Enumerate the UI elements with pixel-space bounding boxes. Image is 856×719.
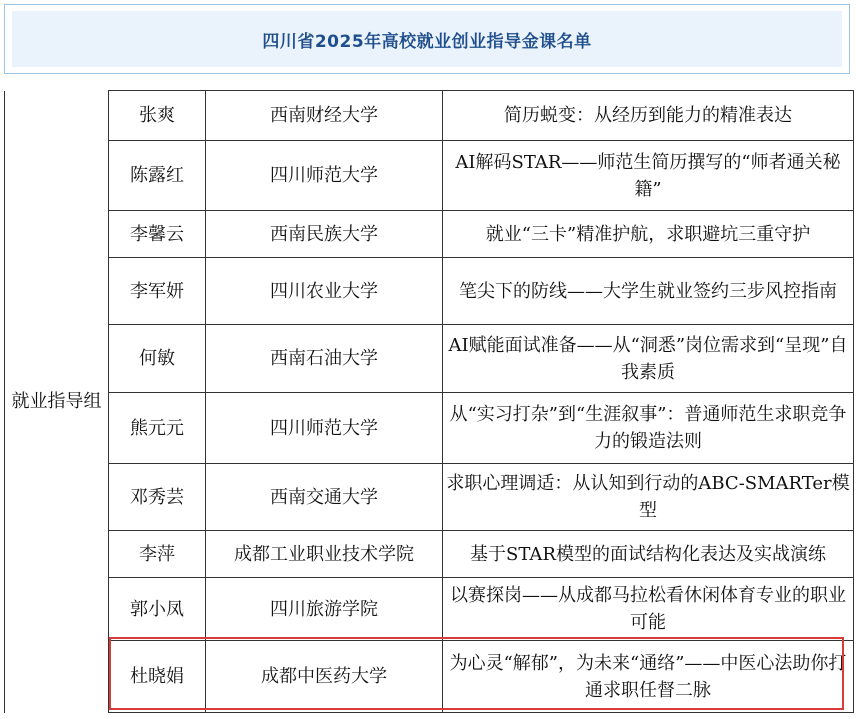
school-cell: 四川师范大学: [206, 393, 443, 464]
name-cell: 杜晓娟: [109, 641, 206, 713]
name-cell: 邓秀芸: [109, 464, 206, 531]
name-cell: 郭小凤: [109, 578, 206, 641]
topic-cell: 就业“三卡”精准护航，求职避坑三重守护: [443, 211, 854, 258]
topic-cell: 为心灵“解郁”，为未来“通络”——中医心法助你打通求职任督二脉: [443, 641, 854, 713]
topic-cell: 笔尖下的防线——大学生就业签约三步风控指南: [443, 258, 854, 325]
name-cell: 李萍: [109, 531, 206, 578]
school-cell: 西南交通大学: [206, 464, 443, 531]
name-cell: 何敏: [109, 325, 206, 393]
table-row: [5, 578, 854, 641]
table-row: [5, 464, 854, 531]
table-row: [5, 531, 854, 578]
group-cell: [5, 91, 109, 713]
topic-cell: AI解码STAR——师范生简历撰写的“师者通关秘籍”: [443, 141, 854, 211]
topic-cell: 基于STAR模型的面试结构化表达及实战演练: [443, 531, 854, 578]
topic-cell: AI赋能面试准备——从“洞悉”岗位需求到“呈现”自我素质: [443, 325, 854, 393]
school-cell: 西南石油大学: [206, 325, 443, 393]
title-banner-inner: [12, 11, 842, 67]
group-label: 就业指导组: [11, 391, 102, 412]
table-row-highlighted: [5, 641, 854, 713]
name-cell: 熊元元: [109, 393, 206, 464]
school-cell: 西南民族大学: [206, 211, 443, 258]
table-row: [5, 393, 854, 464]
school-cell: 四川农业大学: [206, 258, 443, 325]
name-cell: 张爽: [109, 91, 206, 141]
name-cell: 李馨云: [109, 211, 206, 258]
name-cell: 李军妍: [109, 258, 206, 325]
school-cell: 西南财经大学: [206, 91, 443, 141]
school-cell: 四川旅游学院: [206, 578, 443, 641]
table-row: [5, 325, 854, 393]
topic-cell: 从“实习打杂”到“生涯叙事”：普通师范生求职竞争力的锻造法则: [443, 393, 854, 464]
name-cell: 陈露红: [109, 141, 206, 211]
topic-cell: 以赛探岗——从成都马拉松看休闲体育专业的职业可能: [443, 578, 854, 641]
school-cell: 四川师范大学: [206, 141, 443, 211]
table-row: [5, 258, 854, 325]
table-row: [5, 211, 854, 258]
roster-table: [4, 90, 854, 713]
table-row: [5, 141, 854, 211]
title-banner: [4, 4, 850, 74]
school-cell: 成都工业职业技术学院: [206, 531, 443, 578]
school-cell: 成都中医药大学: [206, 641, 443, 713]
table-row: [5, 91, 854, 141]
page-title: 四川省2025年高校就业创业指导金课名单: [262, 31, 592, 52]
topic-cell: 求职心理调适：从认知到行动的ABC-SMARTer模型: [443, 464, 854, 531]
topic-cell: 简历蜕变：从经历到能力的精准表达: [443, 91, 854, 141]
